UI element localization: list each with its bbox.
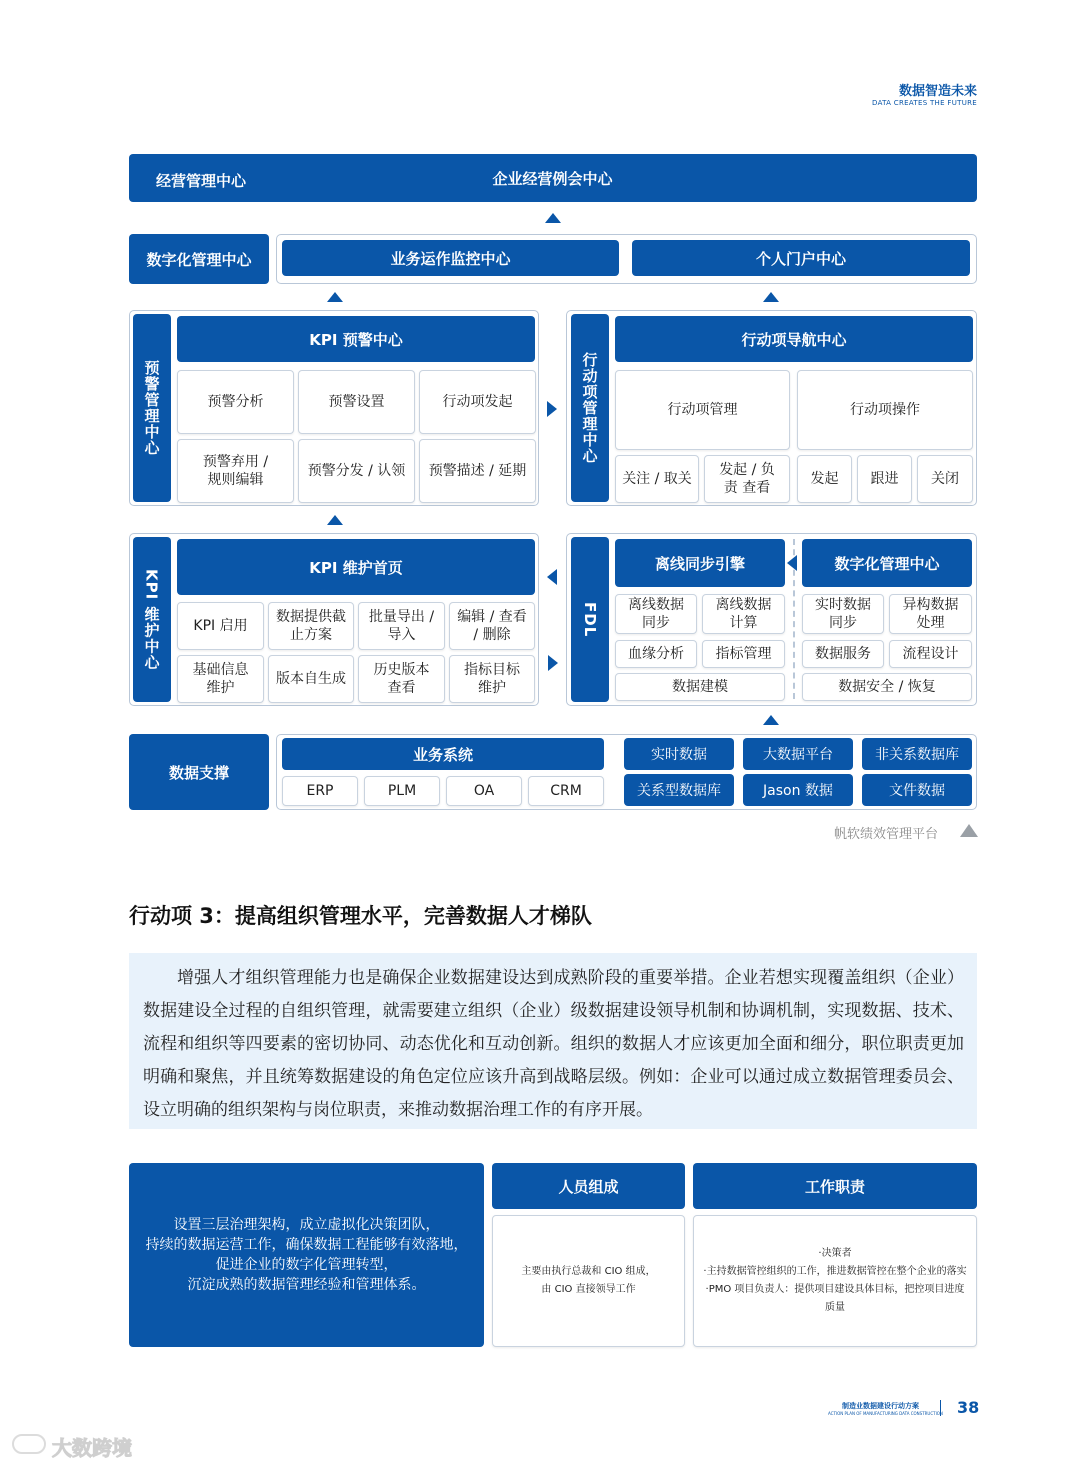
- arrow-right-icon: [547, 401, 557, 417]
- header-subtitle: DATA CREATES THE FUTURE: [872, 99, 977, 107]
- arrow-left-icon: [787, 555, 797, 571]
- header-title: 数据智造未来: [898, 84, 977, 99]
- source-pill: 文件数据: [862, 774, 972, 806]
- action-small: 跟进: [857, 455, 912, 503]
- system-cell: ERP: [282, 776, 358, 806]
- section-heading: 行动项 3：提高组织管理水平，完善数据人才梯队: [129, 904, 592, 928]
- system-cell: CRM: [528, 776, 604, 806]
- watermark: 大数跨境: [52, 1436, 132, 1460]
- page-number: 38: [957, 1398, 980, 1417]
- alert-cell: 预警分发 / 认领: [298, 439, 415, 503]
- action-small: 关闭: [917, 455, 973, 503]
- arrow-left-icon: [547, 569, 557, 585]
- alert-cell: 预警描述 / 延期: [419, 439, 536, 503]
- system-cell: OA: [446, 776, 522, 806]
- fdl-cell: 异构数据 处理: [889, 594, 972, 634]
- alert-cell: 行动项发起: [419, 370, 536, 434]
- kpi-cell: 历史版本 查看: [358, 655, 445, 703]
- governance-box: 设置三层治理架构，成立虚拟化决策团队， 持续的数据运营工作，确保数据工程能够有效落地， 促进企业的数字化管理转型， 沉淀成熟的数据管理经验和管理体系。: [129, 1163, 484, 1347]
- data-support: 数据支撑: [129, 734, 269, 810]
- members-text: 主要由执行总裁和 CIO 组成， 由 CIO 直接领导工作: [492, 1215, 685, 1347]
- arrow-up-icon: [545, 213, 561, 223]
- source-pill: 关系型数据库: [624, 774, 734, 806]
- arrow-up-icon: [327, 292, 343, 302]
- footer-divider: [940, 1400, 941, 1416]
- fdl-cell: 指标管理: [702, 640, 785, 668]
- fdl-cell: 数据建模: [615, 673, 785, 701]
- action-small: 关注 / 取关: [615, 455, 699, 503]
- arrow-up-icon: [763, 292, 779, 302]
- op-mgmt-center: 经营管理中心: [156, 172, 247, 190]
- action-small: 发起: [797, 455, 852, 503]
- fdl-side: FDL: [571, 537, 609, 702]
- biz-monitor-center: 业务运作监控中心: [282, 240, 619, 276]
- fdl-cell: 数据服务: [802, 640, 884, 668]
- alert-mgmt-side: 预警管理中心: [133, 314, 171, 502]
- alert-cell: 预警设置: [298, 370, 415, 434]
- alert-cell: 预警弃用 / 规则编辑: [177, 439, 294, 503]
- kpi-cell: 指标目标 维护: [449, 655, 535, 703]
- duties-text: ·决策者 ·主持数据管控组织的工作，推进数据管控在整个企业的落实 ·PMO 项目负责人：提供项目建设具体目标，把控项目进度 质量: [693, 1215, 977, 1347]
- action-nav-title: 行动项导航中心: [615, 316, 973, 362]
- biz-systems: 业务系统: [282, 738, 604, 770]
- personal-portal-center: 个人门户中心: [632, 240, 970, 276]
- offline-sync-engine: 离线同步引擎: [615, 539, 785, 587]
- fdl-cell: 离线数据 同步: [615, 594, 697, 634]
- source-pill: 实时数据: [624, 738, 734, 770]
- fdl-cell: 流程设计: [889, 640, 972, 668]
- watermark-logo-icon: [12, 1434, 46, 1454]
- action-cell: 行动项操作: [797, 370, 973, 450]
- footer-doc-subtitle: ACTION PLAN OF MANUFACTURING DATA CONSTRUCTION: [828, 1411, 943, 1416]
- arrow-up-icon: [327, 515, 343, 525]
- duties-header: 工作职责: [693, 1163, 977, 1209]
- kpi-maint-title: KPI 维护首页: [177, 539, 535, 595]
- digital-mgmt-center: 数字化管理中心: [129, 234, 269, 284]
- source-pill: 大数据平台: [743, 738, 853, 770]
- kpi-alert-title: KPI 预警中心: [177, 316, 535, 362]
- kpi-cell: 编辑 / 查看 / 删除: [449, 602, 535, 650]
- kpi-cell: 基础信息 维护: [177, 655, 264, 703]
- caption-triangle-icon: [960, 824, 978, 837]
- action-mgmt-side: 行动项管理中心: [571, 314, 609, 502]
- exec-meeting-center: 企业经营例会中心: [492, 169, 613, 188]
- section-paragraph: 增强人才组织管理能力也是确保企业数据建设达到成熟阶段的重要举措。企业若想实现覆盖组织（企业）数据建设全过程的自组织管理，就需要建立组织（企业）级数据建设领导机制和协调机制，实现数据、技术、流程和组织等四要素的密切协同、动态优化和互动创新。组织的数据人才应该更加全面和细分，职位职责更加明确和聚焦，并且统筹数据建设的角色定位应该升高到战略层级。例如：企业可以通过成立数据管理委员会、设立明确的组织架构与岗位职责，来推动数据治理工作的有序开展。: [129, 953, 977, 1129]
- fdl-cell: 数据安全 / 恢复: [802, 673, 972, 701]
- source-pill: 非关系数据库: [862, 738, 972, 770]
- fdl-cell: 实时数据 同步: [802, 594, 884, 634]
- fdl-digital-center: 数字化管理中心: [802, 539, 972, 587]
- action-small: 发起 / 负责 查看: [704, 455, 790, 503]
- alert-cell: 预警分析: [177, 370, 294, 434]
- fdl-cell: 离线数据 计算: [702, 594, 785, 634]
- kpi-maint-side: KPI 维护中心: [133, 537, 171, 702]
- fdl-cell: 血缘分析: [615, 640, 697, 668]
- arrow-right-icon: [548, 655, 558, 671]
- kpi-cell: KPI 启用: [177, 602, 264, 650]
- footer-doc-title: 制造业数据建设行动方案: [842, 1402, 919, 1410]
- members-header: 人员组成: [492, 1163, 685, 1209]
- kpi-cell: 版本自生成: [268, 655, 354, 703]
- system-cell: PLM: [364, 776, 440, 806]
- kpi-cell: 批量导出 / 导入: [358, 602, 445, 650]
- source-pill: Jason 数据: [743, 774, 853, 806]
- diagram-caption: 帆软绩效管理平台: [834, 827, 939, 842]
- kpi-cell: 数据提供截 止方案: [268, 602, 354, 650]
- arrow-up-icon: [763, 715, 779, 725]
- action-cell: 行动项管理: [615, 370, 790, 450]
